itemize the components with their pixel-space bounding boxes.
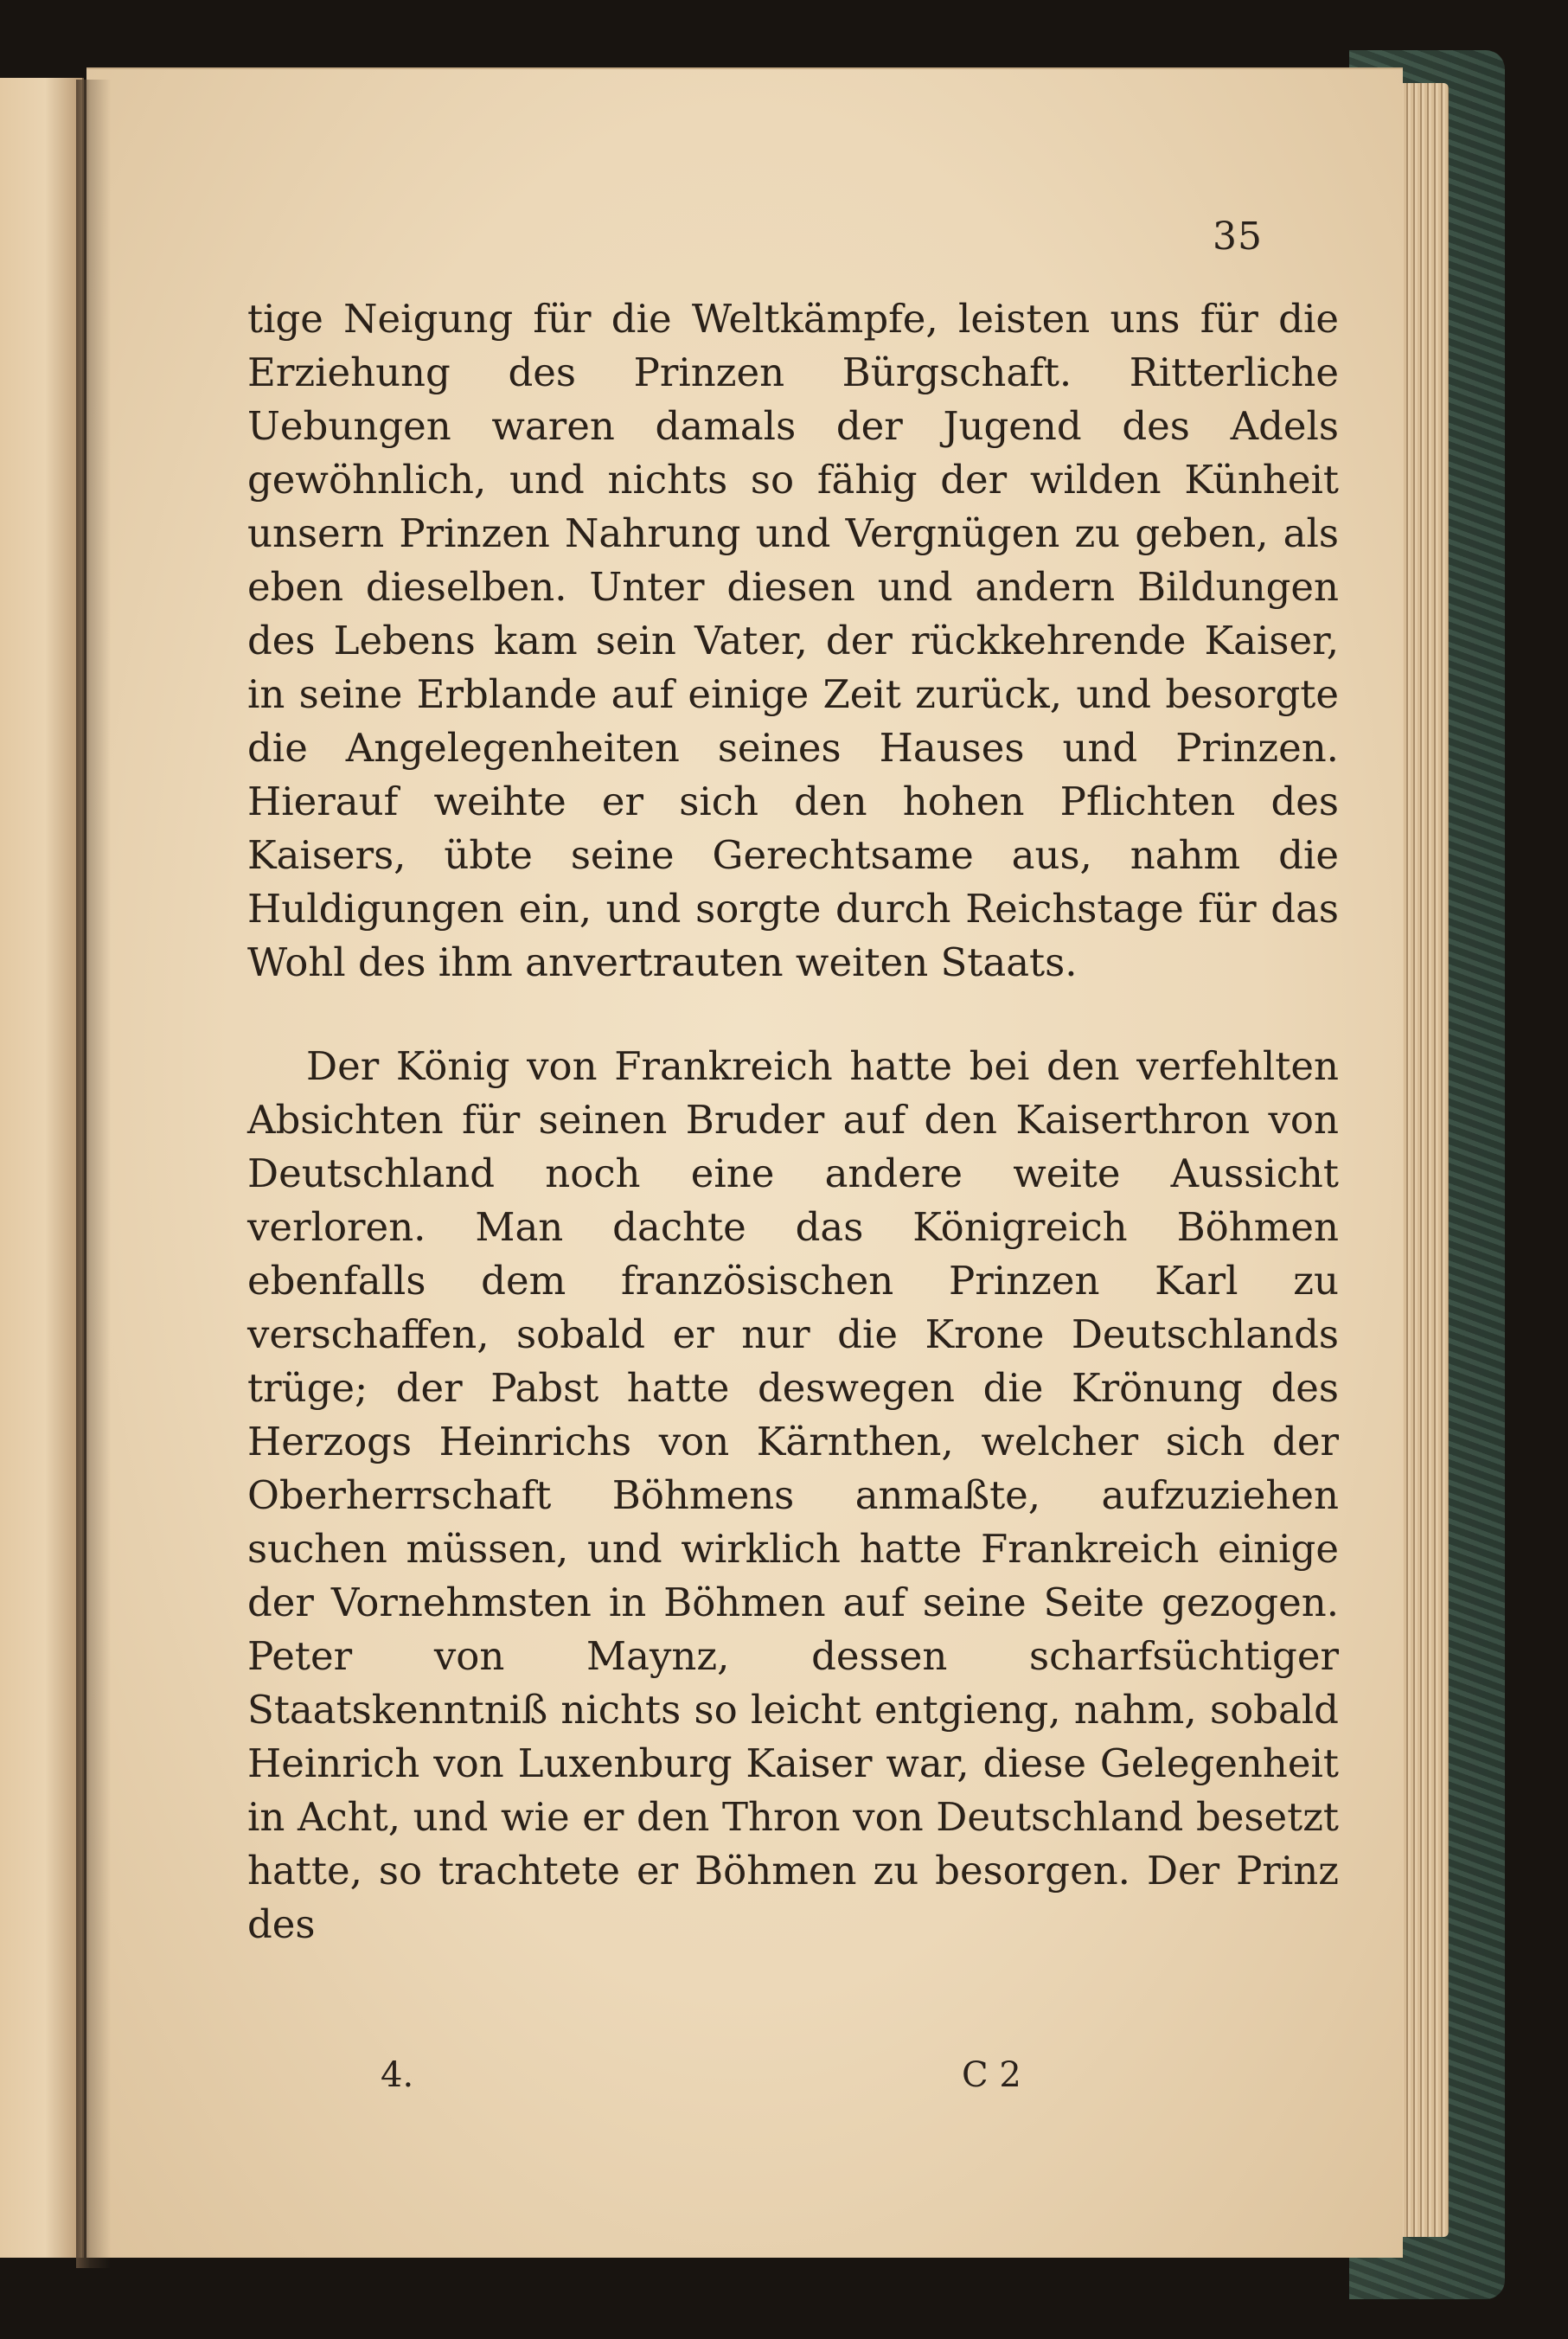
- paragraph-1: tige Neigung für die Weltkämpfe, leisten uns für die Erziehung des Prinzen Bürgschaft. Ritterliche Uebungen waren damals der Jugend des Adels gewöhnlich, und nichts so fähig der wilden Künheit unsern Prinzen Nahrung und Vergnügen zu geben, als eben dieselben. Unter diesen und andern Bildungen des Lebens kam sein Vater, der rückkehrende Kaiser, in seine Erblande auf einige Zeit zurück, und besorgte die Angelegenheiten seines Hauses und Prinzen. Hierauf weihte er sich den hohen Pflichten des Kaisers, übte seine Gerechtsame aus, nahm die Huldigungen ein, und sorgte durch Reichstage für das Wohl des ihm anvertrauten weiten Staats.: [247, 296, 1339, 985]
- paragraph-2: Der König von Frankreich hatte bei den verfehlten Absichten für seinen Bruder auf den Kaiserthron von Deutschland noch eine andere weite Aussicht verloren. Man dachte das Königreich Böhmen ebenfalls dem französischen Prinzen Karl zu verschaffen, sobald er nur die Krone Deutschlands trüge; der Pabst hatte deswegen die Krönung des Herzogs Heinrichs von Kärnthen, welcher sich der Oberherrschaft Böhmens anmaßte, aufzuziehen suchen müssen, und wirklich hatte Frankreich einige der Vornehmsten in Böhmen auf seine Seite gezogen. Peter von Maynz, dessen scharfsüchtiger Staatskenntniß nichts so leicht entgieng, nahm, sobald Heinrich von Luxenburg Kaiser war, diese Gelegenheit in Acht, und wie er den Thron von Deutschland besetzt hatte, so trachtete er Böhmen zu besorgen. Der Prinz des: [247, 1043, 1339, 1947]
- left-page-edge: [0, 78, 84, 2258]
- right-page: [86, 67, 1403, 2258]
- book-gutter: [76, 80, 111, 2268]
- signature-mark: 4.: [381, 2055, 414, 2095]
- page-edges: [1397, 83, 1449, 2237]
- page-number: 35: [1213, 215, 1263, 259]
- gathering-mark: C 2: [962, 2055, 1021, 2095]
- page-body-text: [247, 292, 1339, 1951]
